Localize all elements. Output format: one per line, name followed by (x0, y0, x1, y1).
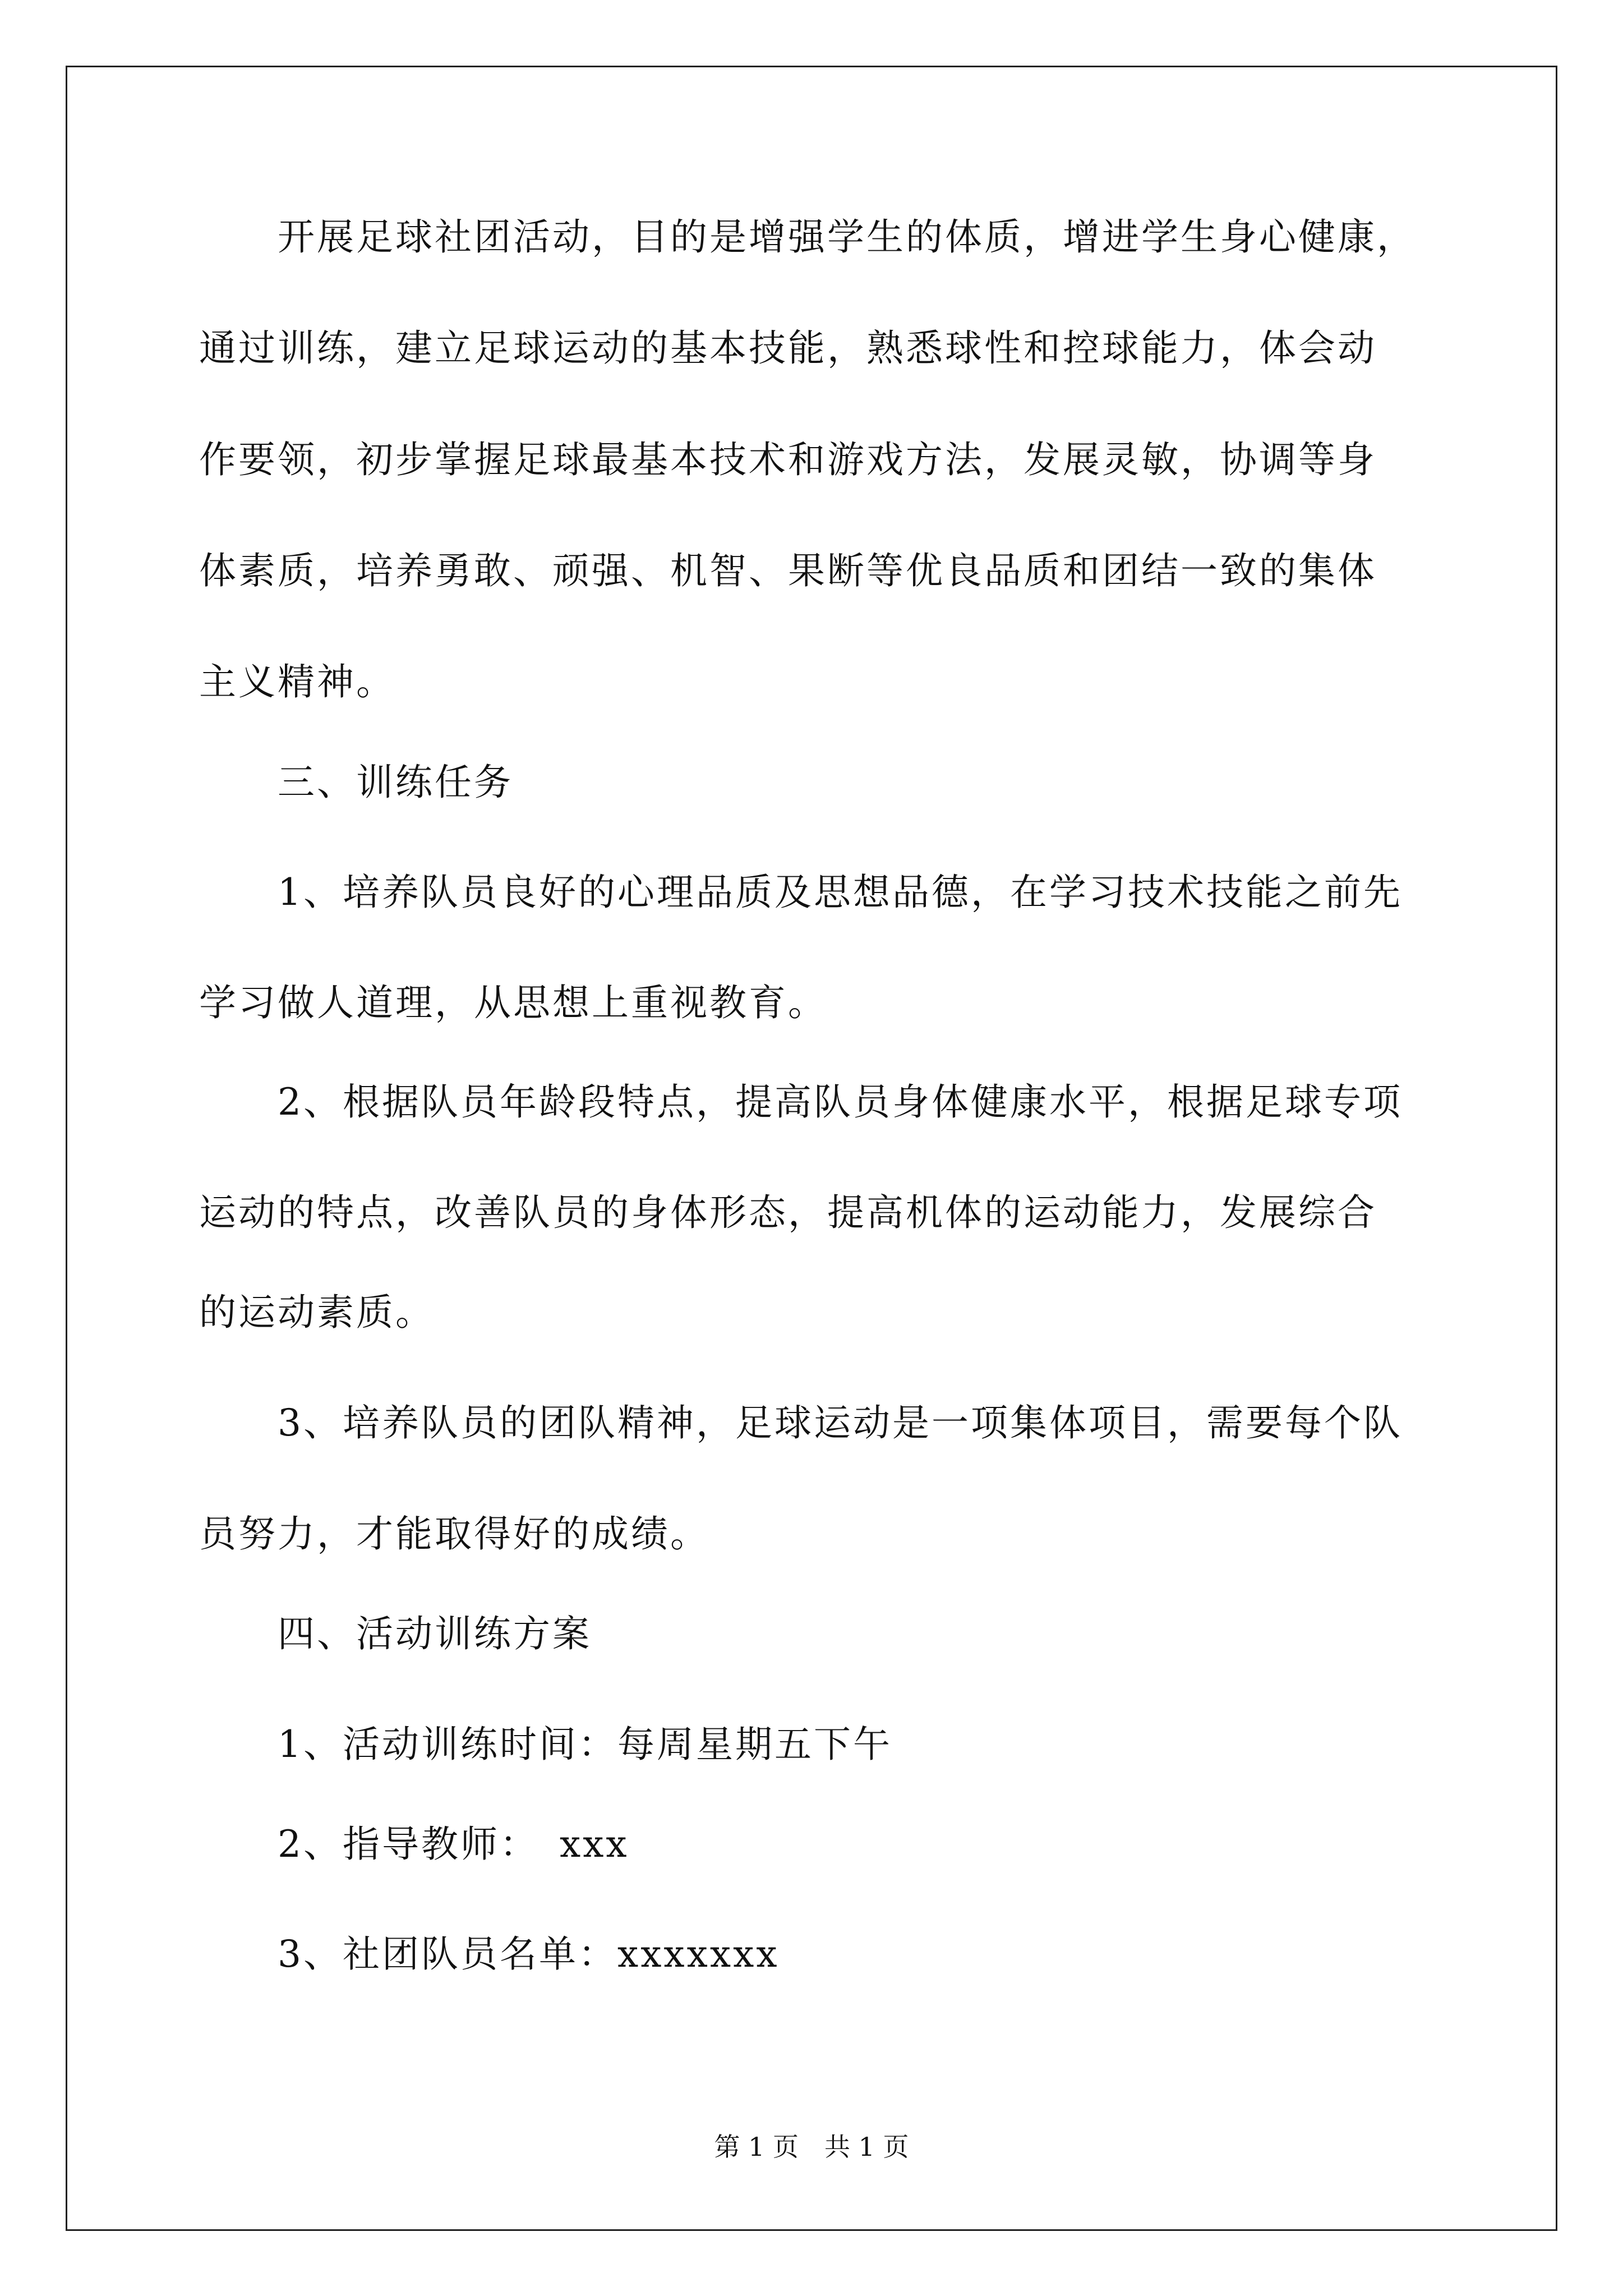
body-line-13: 员努力，才能取得好的成绩。 (199, 1512, 709, 1556)
body-line-11: 的运动素质。 (199, 1291, 435, 1334)
section-heading-4: 四、活动训练方案 (199, 1612, 592, 1655)
body-line-10: 运动的特点，改善队员的身体形态，提高机体的运动能力，发展综合 (199, 1191, 1377, 1234)
page-number: 第 1 页 共 1 页 (714, 2132, 909, 2162)
body-line-1: 开展足球社团活动，目的是增强学生的体质，增进学生身心健康， (199, 215, 1416, 259)
body-line-15: 1、活动训练时间：每周星期五下午 (199, 1723, 892, 1766)
body-line-17: 3、社团队员名单：xxxxxxx (199, 1932, 780, 1976)
body-line-5: 主义精神。 (199, 660, 395, 703)
body-line-9: 2、根据队员年龄段特点，提高队员身体健康水平，根据足球专项 (199, 1080, 1403, 1124)
body-line-8: 学习做人道理，从思想上重视教育。 (199, 981, 827, 1024)
body-line-12: 3、培养队员的团队精神，足球运动是一项集体项目，需要每个队 (199, 1401, 1403, 1444)
body-line-3: 作要领，初步掌握足球最基本技术和游戏方法，发展灵敏，协调等身 (199, 438, 1377, 481)
section-heading-3: 三、训练任务 (199, 761, 513, 804)
body-line-16: 2、指导教师： xxx (199, 1823, 629, 1866)
page-border (66, 66, 1557, 2231)
body-line-7: 1、培养队员良好的心理品质及思想品德，在学习技术技能之前先 (199, 871, 1403, 914)
body-line-4: 体素质，培养勇敢、顽强、机智、果断等优良品质和团结一致的集体 (199, 549, 1377, 592)
body-line-2: 通过训练，建立足球运动的基本技能，熟悉球性和控球能力，体会动 (199, 326, 1377, 370)
